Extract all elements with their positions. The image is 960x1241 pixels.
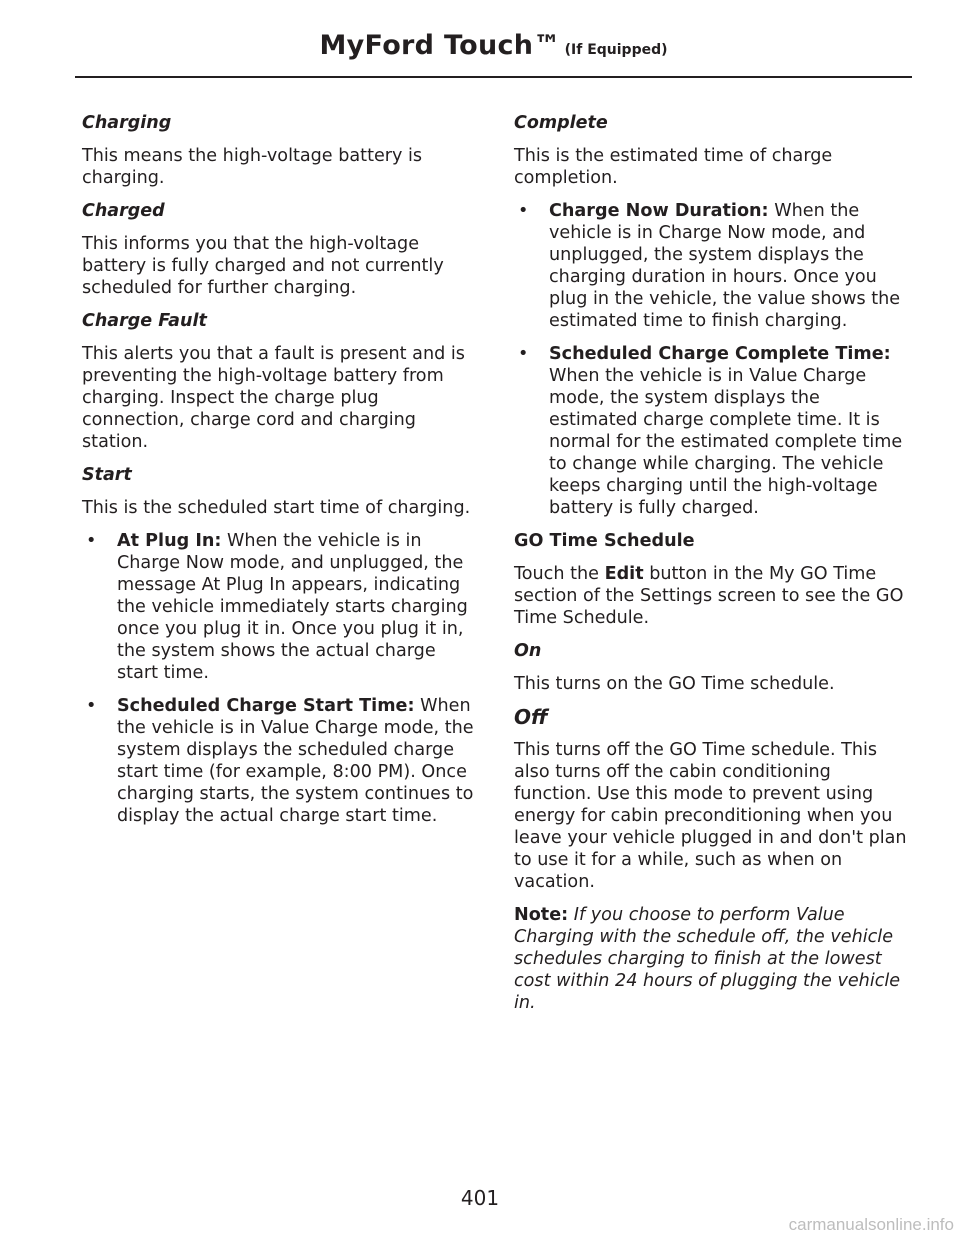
bullet-label: Scheduled Charge Start Time: [117,696,415,716]
go-time-schedule-text [514,563,909,629]
start-heading: Start [82,465,132,485]
right-column [514,112,909,1025]
start-text: This is the scheduled start time of charging. [82,498,471,518]
note [514,904,909,1014]
complete-text: This is the estimated time of charge completion. [514,146,833,188]
note-label: Note: [514,905,569,925]
off-heading: Off [514,705,548,729]
charge-fault-heading: Charge Fault [82,311,207,331]
charged-heading: Charged [82,201,165,221]
left-column [82,112,477,838]
list-item [82,695,477,827]
watermark: carmanualsonline.info [788,1215,954,1234]
bullet-label: Charge Now Duration: [549,201,769,221]
note-text: If you choose to perform Value Charging with the schedule off, the vehicle schedules charging to finish at the lowest cost within 24 hours of plugging the vehicle in. [514,905,901,1013]
header-subtitle: (If Equipped) [564,42,668,58]
bullet-text: When the vehicle is in Value Charge mode, the system displays the estimated charge complete time. It is normal for the estimated complete time to change while charging. The vehicle keeps charging until the high-voltage battery is fully charged. [549,366,903,518]
complete-heading: Complete [514,113,608,133]
on-text: This turns on the GO Time schedule. [514,674,835,694]
page-header [75,30,912,78]
list-item [514,200,909,332]
charge-fault-text: This alerts you that a fault is present and is preventing the high-voltage battery from charging. Inspect the charge plug connection, charge cord and charging station. [82,344,465,452]
bullet-label: Scheduled Charge Complete Time: [549,344,891,364]
header-title: MyFord Touch™ [319,30,561,61]
bullet-text: When the vehicle is in Value Charge mode, the system displays the scheduled charge start time (for example, 8:00 PM). Once charging starts, the system continues to display the actual charge start time. [117,696,474,826]
charged-text: This informs you that the high-voltage battery is fully charged and not currently scheduled for further charging. [82,234,444,298]
list-item [82,530,477,684]
bullet-text: When the vehicle is in Charge Now mode, and unplugged, the message At Plug In appears, indicating the vehicle immediately starts charging once you plug it in. Once you plug it in, the system shows the actual charge start time. [117,531,468,683]
schedule-text-after: button in the My GO Time section of the Settings screen to see the GO Time Schedule. [514,564,904,628]
edit-label: Edit [604,564,644,584]
page-number: 401 [460,1186,500,1210]
bullet-text: When the vehicle is in Charge Now mode, and unplugged, the system displays the charging duration in hours. Once you plug in the vehicle, the value shows the estimated time to finish charging. [549,201,901,331]
bullet-icon: • [86,696,97,716]
charging-text: This means the high-voltage battery is charging. [82,146,423,188]
bullet-label: At Plug In: [117,531,222,551]
charging-heading: Charging [82,113,172,133]
go-time-schedule-heading: GO Time Schedule [514,531,695,551]
bullet-icon: • [518,201,529,221]
list-item [514,343,909,519]
schedule-text-before: Touch the [514,564,605,584]
off-text: This turns off the GO Time schedule. This also turns off the cabin conditioning function. Use this mode to prevent using energy for cabin preconditioning when you leave your vehicle plugged in and don't plan to use it for a while, such as when on vacation. [514,740,907,892]
on-heading: On [514,641,542,661]
bullet-icon: • [518,344,529,364]
bullet-icon: • [86,531,97,551]
